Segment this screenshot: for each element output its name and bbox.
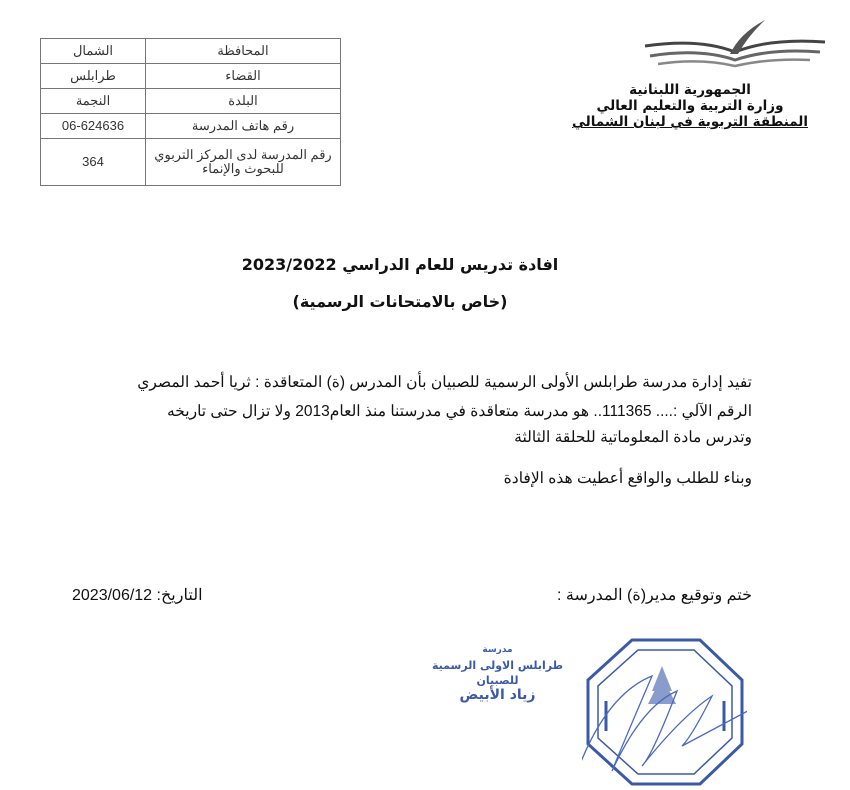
- row-value: 06-624636: [41, 114, 146, 139]
- row-label: البلدة: [146, 89, 341, 114]
- date-label: التاريخ:: [156, 587, 203, 604]
- header-republic: الجمهورية اللبنانية: [629, 82, 751, 98]
- official-seal: [582, 636, 747, 788]
- header-region: المنطقة التربوية في لبنان الشمالي: [572, 114, 808, 130]
- open-book-logo: [640, 18, 830, 78]
- school-info-table: [40, 38, 341, 186]
- date-field: [72, 585, 203, 605]
- date-value: 2023/06/12: [72, 587, 153, 604]
- table-row: [41, 114, 341, 139]
- body-line-1: تفيد إدارة مدرسة طرابلس الأولى الرسمية للصبيان بأن المدرس (ة) المتعاقدة : ثريا أحمد المصري: [137, 374, 752, 391]
- document-title: افادة تدريس للعام الدراسي 2023/2022: [241, 255, 559, 274]
- stamp-director-name: زياد الأبيض: [459, 687, 536, 703]
- row-value: 364: [41, 139, 146, 186]
- row-label: رقم هاتف المدرسة: [146, 114, 341, 139]
- document-subtitle: (خاص بالامتحانات الرسمية): [292, 292, 508, 311]
- ministry-header: [570, 82, 810, 130]
- stamp-school-name: طرابلس الاولى الرسمية للصبيان: [432, 659, 563, 687]
- row-label: المحافظة: [146, 39, 341, 64]
- table-row: [41, 64, 341, 89]
- body-line-2: الرقم الآلي :.... 111365.. هو مدرسة متعاقدة في مدرستنا منذ العام2013 ولا تزال حتى تاريخه: [166, 403, 752, 420]
- signature-label: ختم وتوقيع مدير(ة) المدرسة :: [557, 587, 752, 604]
- table-row: [41, 39, 341, 64]
- body-line-4: وبناء للطلب والواقع أعطيت هذه الإفادة: [503, 470, 752, 487]
- table-row: [41, 139, 341, 186]
- row-label: القضاء: [146, 64, 341, 89]
- row-value: طرابلس: [41, 64, 146, 89]
- row-value: الشمال: [41, 39, 146, 64]
- row-label: رقم المدرسة لدى المركز التربوي للبحوث والإنماء: [146, 139, 341, 186]
- body-line-3: وتدرس مادة المعلوماتية للحلقة الثالثة: [514, 429, 752, 446]
- row-value: النجمة: [41, 89, 146, 114]
- stamp-school-word: مدرسة: [482, 645, 513, 655]
- school-stamp-text: [415, 643, 580, 703]
- header-ministry: وزارة التربية والتعليم العالي: [596, 98, 784, 114]
- table-row: [41, 89, 341, 114]
